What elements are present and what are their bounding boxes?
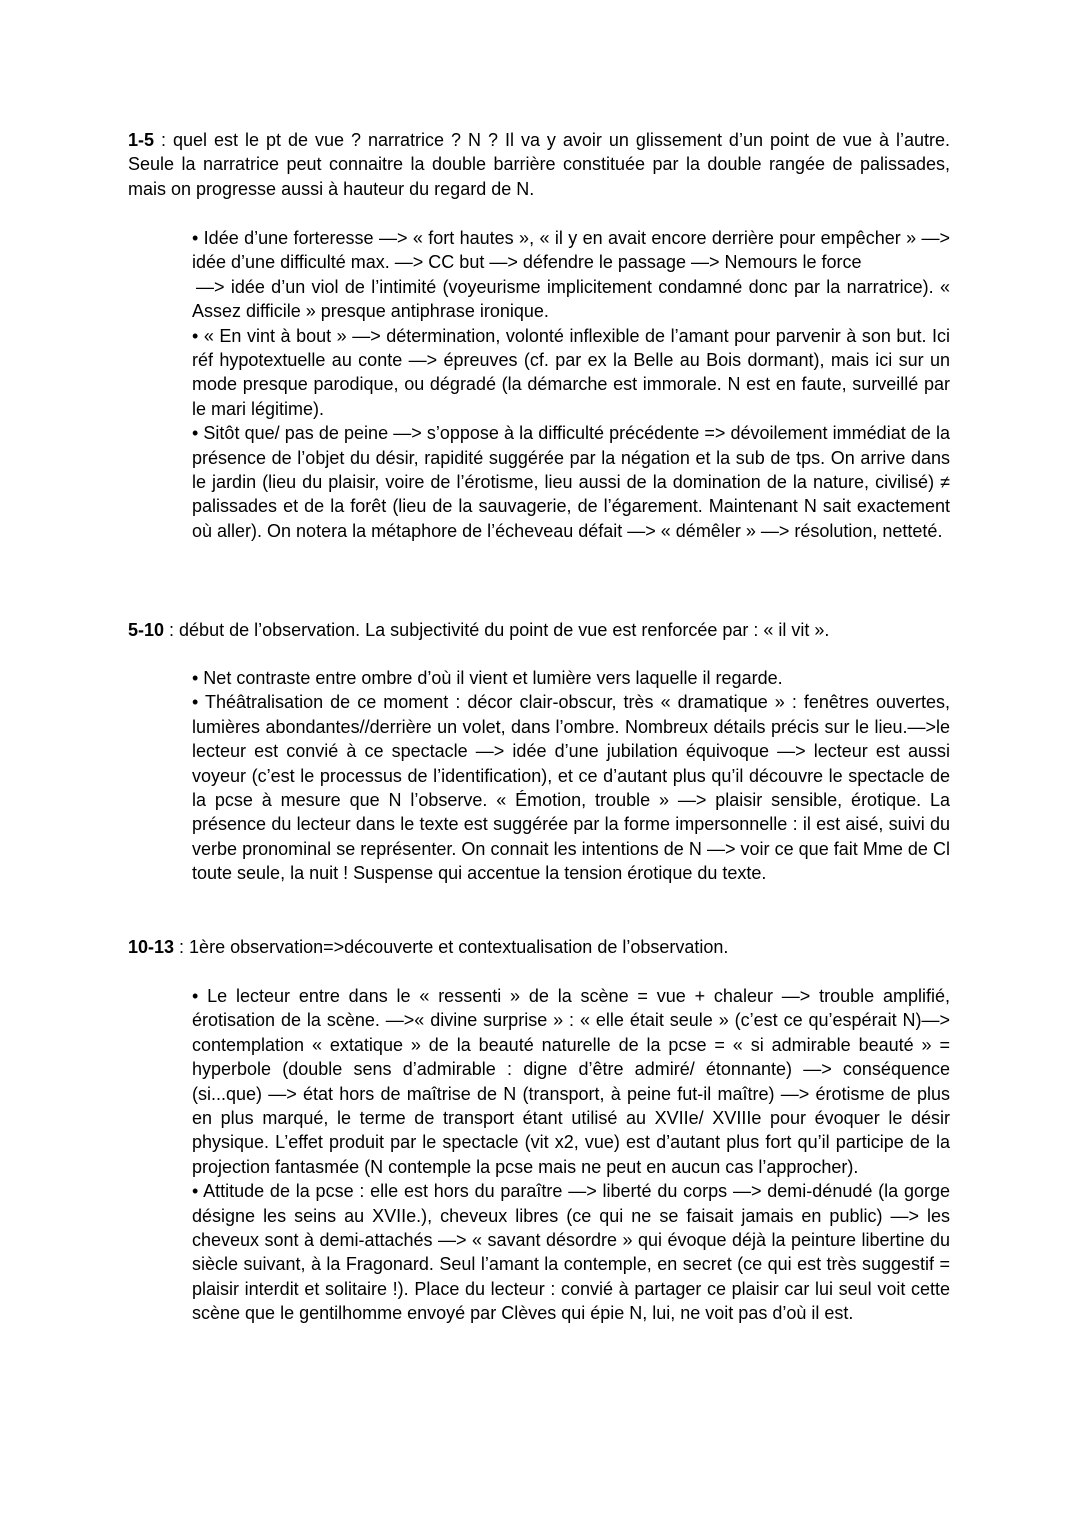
bullet-list	[192, 984, 950, 1326]
section-heading-5-10	[128, 618, 950, 642]
line-reference: 10-13	[128, 937, 175, 957]
bullet-item: • Théâtralisation de ce moment : décor clair-obscur, très « dramatique » : fenêtres ouvertes, lumières abondantes//derrière un volet, dans l’ombre. Nombreux détails précis sur le lieu.—>le lecteur est convié à ce spectacle —> idée d’une jubilation équivoque —> lecteur est aussi voyeur (c’est le processus de l’identification), et ce d’autant plus qu’il découvre le spectacle de la pcse à mesure que N l’observe. « Émotion, trouble » —> plaisir sensible, érotique. La présence du lecteur dans le texte est suggérée par la forme impersonnelle : il est aisé, suivi du verbe pronominal se représenter. On connait les intentions de N —> voir ce que fait Mme de Cl toute seule, la nuit ! Suspense qui accentue la tension érotique du texte.	[192, 692, 950, 884]
line-reference: 5-10	[128, 620, 165, 640]
section-intro: : 1ère observation=>découverte et contextualisation de l’observation.	[174, 937, 729, 957]
line-reference: 1-5	[128, 130, 155, 150]
bullet-item: • Sitôt que/ pas de peine —> s’oppose à la difficulté précédente => dévoilement immédiat de la présence de l’objet du désir, rapidité suggérée par la négation et la sub de tps. On arrive dans le jardin (lieu du plaisir, voire de l’érotisme, lieu aussi de la domination de la nature, civilisé) ≠ palissades et de la forêt (lieu de la sauvagerie, de l’égarement. Maintenant N sait exactement où aller). On notera la métaphore de l’écheveau défait —> « démêler » —> résolution, netteté.	[192, 423, 950, 541]
bullet-list	[192, 226, 950, 543]
bullet-item: • Le lecteur entre dans le « ressenti » de la scène = vue + chaleur —> trouble amplifié, érotisation de la scène. —>« divine surprise » : « elle était seule » (c’est ce qu’espérait N)—> contemplation « extatique » de la beauté naturelle de la pcse = « si admirable beauté » = hyperbole (double sens d’admirable : digne d’être admiré/ étonnante) —> conséquence (si...que) —> état hors de maîtrise de N (transport, à peine fut-il maître) —> érotisme de plus en plus marqué, le terme de transport étant utilisé au XVIIe/ XVIIIe pour évoquer le désir physique. L’effet produit par le spectacle (vit x2, vue) est d’autant plus fort qu’il participe de la projection fantasmée (N contemple la pcse mais ne peut en aucun cas l’approcher).	[192, 986, 950, 1177]
section-intro: : quel est le pt de vue ? narratrice ? N ? Il va y avoir un glissement d’un point de vue à l’autre. Seule la narratrice peut connaitre la double barrière constituée par la double rangée de palissades, mais on progresse aussi à hauteur du regard de N.	[128, 130, 950, 199]
section-heading-1-5	[128, 128, 950, 201]
bullet-item: • « En vint à bout » —> détermination, volonté inflexible de l’amant pour parvenir à son but. Ici réf hypotextuelle au conte —> épreuves (cf. par ex la Belle au Bois dormant), mais ici sur un mode presque parodique, ou dégradé (la démarche est immorale. N est en faute, surveillé par le mari légitime).	[192, 325, 950, 419]
bullet-item: —> idée d’un viol de l’intimité (voyeurisme implicitement condamné donc par la narratrice). « Assez difficile » presque antiphrase ironique.	[192, 276, 950, 322]
bullet-list	[192, 666, 950, 886]
section-heading-10-13	[128, 935, 950, 959]
bullet-item: • Attitude de la pcse : elle est hors du paraître —> liberté du corps —> demi-dénudé (la gorge désigne les seins au XVIIe.), cheveux libres (ce qui ne se faisait jamais en public) —> les cheveux sont à demi-attachés —> « savant désordre » qui évoque déjà la peinture libertine du siècle suivant, à la Fragonard. Seul l’amant la contemple, en secret (ce qui est très suggestif = plaisir interdit et solitaire !). Place du lecteur : convié à partager ce plaisir car lui seul voit cette scène que le gentilhomme envoyé par Clèves qui épie N, lui, ne voit pas d’où il est.	[192, 1181, 950, 1324]
section-intro: : début de l’observation. La subjectivité du point de vue est renforcée par : « il vit ».	[164, 620, 830, 640]
bullet-item: • Net contraste entre ombre d’où il vient et lumière vers laquelle il regarde.	[192, 668, 783, 688]
bullet-item: • Idée d’une forteresse —> « fort hautes », « il y en avait encore derrière pour empêcher » —> idée d’une difficulté max. —> CC but —> défendre le passage —> Nemours le force	[192, 228, 950, 273]
